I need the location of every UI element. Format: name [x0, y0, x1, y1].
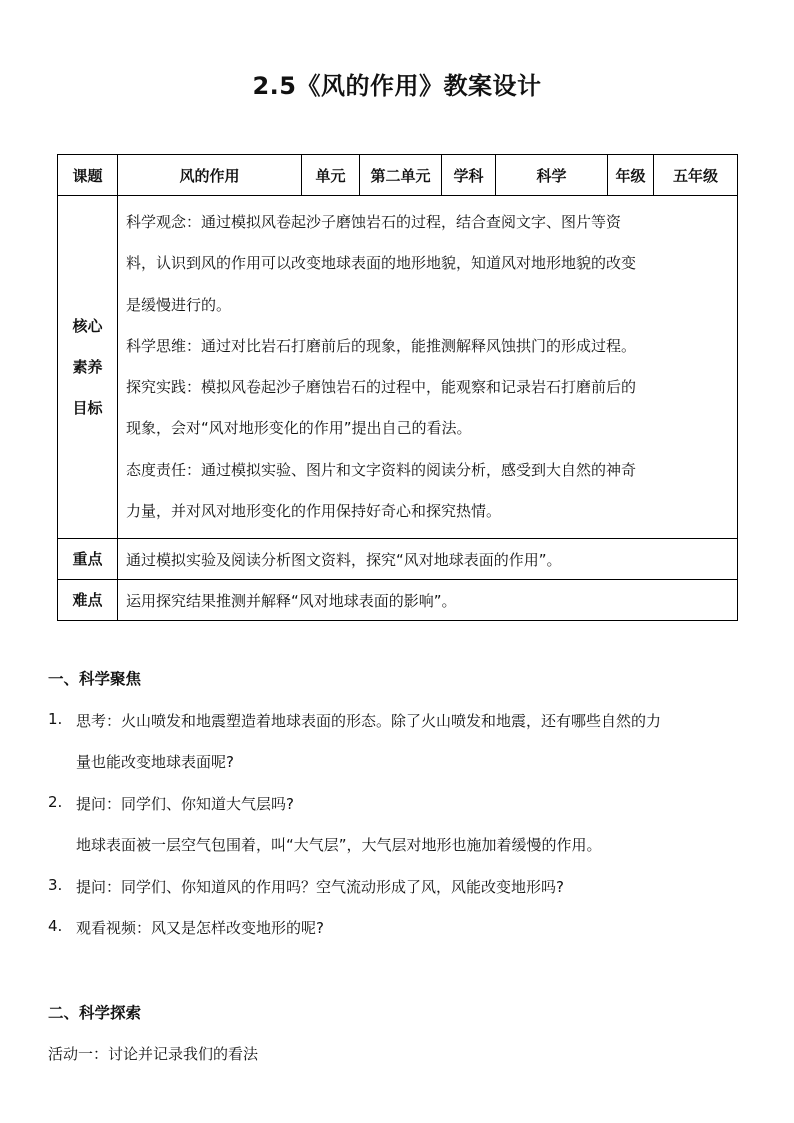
core-text-line: 料，认识到风的作用可以改变地球表面的地形地貌，知道风对地形地貌的改变	[126, 254, 637, 273]
core-text-line: 是缓慢进行的。	[126, 295, 232, 314]
subject-value: 科学	[496, 155, 608, 196]
lesson-info-table	[57, 154, 738, 621]
list-item-line: 提问：同学们、你知道风的作用吗？空气流动形成了风，风能改变地形吗?	[76, 878, 564, 896]
key-point-label: 重点	[58, 539, 118, 580]
core-text-line: 科学观念：通过模拟风卷起沙子磨蚀岩石的过程，结合查阅文字、图片等资	[126, 213, 622, 231]
topic-label: 课题	[58, 155, 118, 196]
list-number: 3.	[48, 876, 63, 894]
section-heading-explore: 二、科学探索	[48, 1004, 142, 1022]
subject-label: 学科	[442, 155, 496, 196]
list-number: 2.	[48, 793, 63, 811]
list-item-line: 地球表面被一层空气包围着，叫“大气层”，大气层对地形也施加着缓慢的作用。	[76, 836, 602, 854]
core-literacy-label	[58, 196, 118, 539]
unit-value: 第二单元	[360, 155, 442, 196]
core-literacy-text	[118, 196, 738, 539]
unit-label: 单元	[302, 155, 360, 196]
list-item-line: 量也能改变地球表面呢?	[76, 753, 234, 771]
core-label-line: 素养	[72, 357, 103, 376]
core-text-line: 现象，会对“风对地形变化的作用”提出自己的看法。	[126, 419, 472, 438]
core-label-line: 核心	[72, 316, 103, 335]
topic-value: 风的作用	[118, 155, 302, 196]
difficulty-label: 难点	[58, 580, 118, 621]
section-heading-focus: 一、科学聚焦	[48, 670, 142, 688]
list-number: 1.	[48, 710, 63, 728]
grade-label: 年级	[608, 155, 654, 196]
activity-text: 活动一：讨论并记录我们的看法	[48, 1045, 259, 1063]
grade-value: 五年级	[654, 155, 738, 196]
difficulty-row	[58, 580, 738, 621]
core-text-line: 探究实践：模拟风卷起沙子磨蚀岩石的过程中，能观察和记录岩石打磨前后的	[126, 378, 637, 397]
core-literacy-row	[58, 196, 738, 539]
document-title: 2.5《风的作用》教案设计	[252, 72, 542, 100]
key-point-row	[58, 539, 738, 580]
list-number: 4.	[48, 917, 63, 935]
header-row	[58, 155, 738, 196]
list-item-line: 观看视频：风又是怎样改变地形的呢?	[76, 919, 324, 937]
difficulty-text: 运用探究结果推测并解释“风对地球表面的影响”。	[118, 580, 738, 621]
key-point-text: 通过模拟实验及阅读分析图文资料，探究“风对地球表面的作用”。	[118, 539, 738, 580]
core-label-line: 目标	[72, 398, 103, 417]
core-text-line: 力量，并对风对地形变化的作用保持好奇心和探究热情。	[126, 502, 502, 521]
list-item-line: 思考：火山喷发和地震塑造着地球表面的形态。除了火山喷发和地震，还有哪些自然的力	[76, 712, 662, 730]
core-text-line: 科学思维：通过对比岩石打磨前后的现象，能推测解释风蚀拱门的形成过程。	[126, 336, 637, 355]
list-item-line: 提问：同学们、你知道大气层吗?	[76, 795, 294, 813]
core-text-line: 态度责任：通过模拟实验、图片和文字资料的阅读分析，感受到大自然的神奇	[126, 460, 637, 479]
